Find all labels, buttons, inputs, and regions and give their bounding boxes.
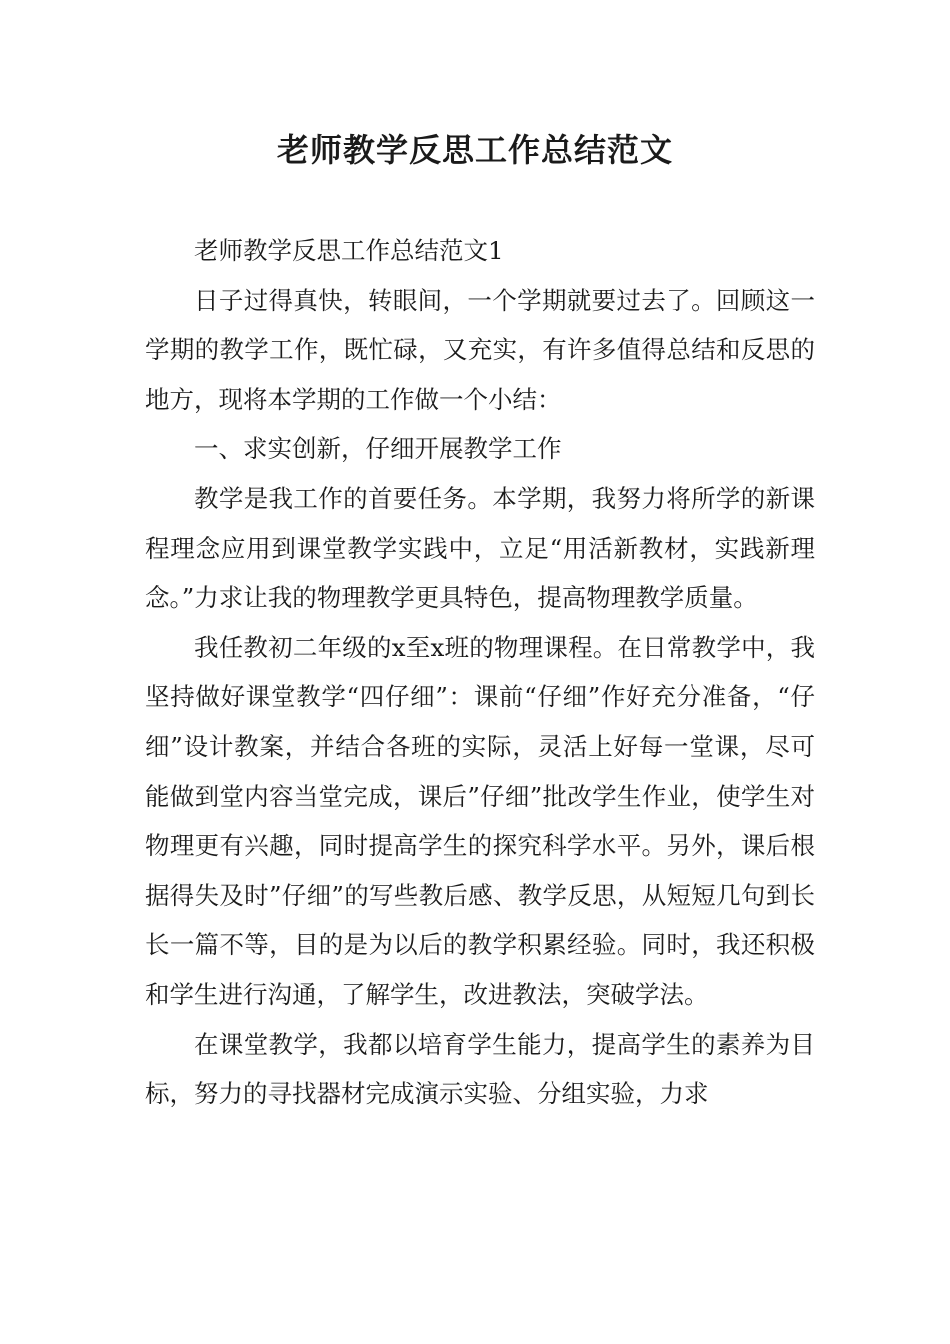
document-title: 老师教学反思工作总结范文 xyxy=(276,131,673,169)
paragraph: 教学是我工作的首要任务。本学期，我努力将所学的新课程理念应用到课堂教学实践中，立足“用活新教材，实践新理念。”力求让我的物理教学更具特色，提高物理教学质量。 xyxy=(145,483,815,613)
section-heading: 老师教学反思工作总结范文1 xyxy=(194,236,504,265)
paragraph: 日子过得真快，转眼间，一个学期就要过去了。回顾这一学期的教学工作，既忙碌，又充实，有许多值得总结和反思的地方，现将本学期的工作做一个小结： xyxy=(145,285,815,414)
paragraph: 在课堂教学，我都以培育学生能力，提高学生的素养为目标，努力的寻找器材完成演示实验、分组实验，力求 xyxy=(145,1029,815,1109)
section-heading: 一、求实创新，仔细开展教学工作 xyxy=(194,434,562,464)
document-body xyxy=(145,226,815,1119)
paragraph: 我任教初二年级的x至x班的物理课程。在日常教学中，我坚持做好课堂教学“四仔细”：课前“仔细”作好充分准备，“仔细”设计教案，并结合各班的实际，灵活上好每一堂课，尽可能做到堂内容当堂完成，课后”仔细”批改学生作业，使学生对物理更有兴趣，同时提高学生的探究科学水平。另外，课后根据得失及时”仔细”的写些教后感、教学反思，从短短几句到长长一篇不等，目的是为以后的教学积累经验。同时，我还积极和学生进行沟通，了解学生，改进教法，突破学法。 xyxy=(145,632,815,1009)
